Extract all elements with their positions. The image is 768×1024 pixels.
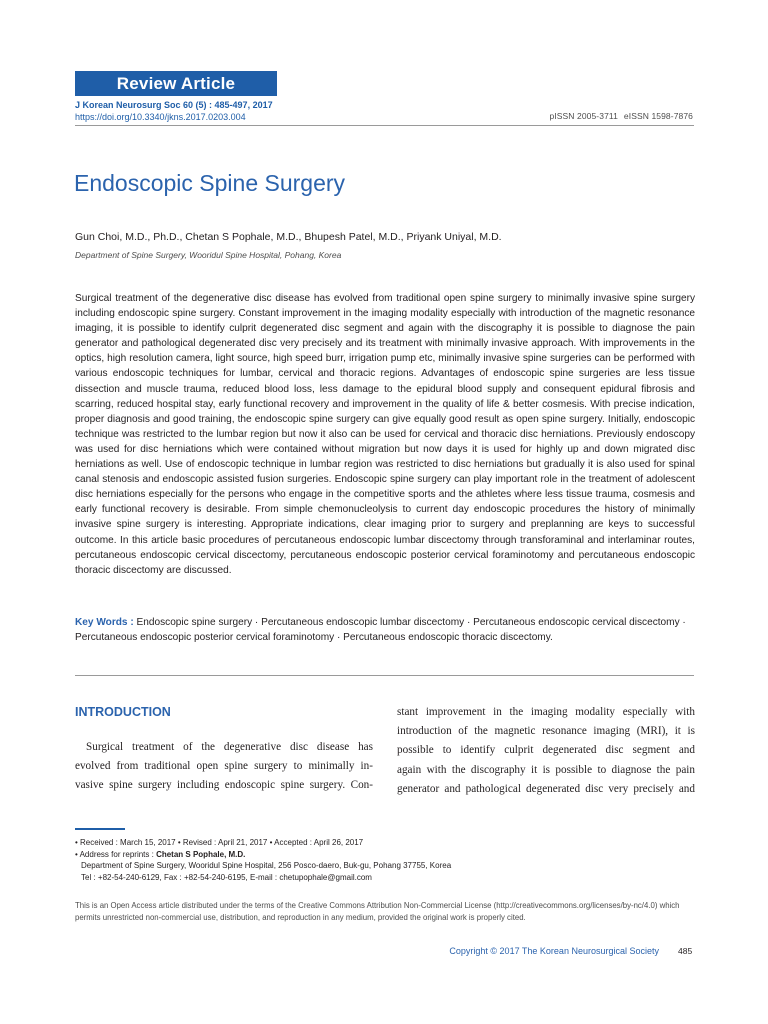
keywords-text: Endoscopic spine surgery · Percutaneous endoscopic lumbar discectomy · Percutaneous endoscopic cervical discectomy · Percutaneous endoscopic posterior cervical foraminotomy · Percutaneous endoscopic thoracic discectomy. [75, 617, 686, 644]
submission-dates: • Received : March 15, 2017 • Revised : April 21, 2017 • Accepted : April 26, 2017 [75, 838, 364, 847]
introduction-left-column [75, 738, 373, 796]
eissn: eISSN 1598-7876 [623, 111, 693, 121]
pissn: pISSN 2005-3711 [549, 111, 618, 121]
body-line: Surgical treatment of the degenerative disc disease has [86, 741, 373, 753]
author-affiliation: Department of Spine Surgery, Wooridul Spine Hospital, Pohang, Korea [75, 250, 342, 260]
footnotes [75, 837, 451, 883]
author-list: Gun Choi, M.D., Ph.D., Chetan S Pophale, M.D., Bhupesh Patel, M.D., Priyank Uniyal, M.D. [75, 231, 502, 243]
contact-info: Tel : +82-54-240-6129, Fax : +82-54-240-6195, E-mail : chetupophale@gmail.com [81, 872, 372, 882]
keywords-label: Key Words : [75, 617, 134, 628]
footnote-divider [75, 828, 125, 830]
copyright: Copyright © 2017 The Korean Neurosurgical Society [449, 946, 659, 956]
journal-citation: J Korean Neurosurg Soc 60 (5) : 485-497, 2017 [75, 100, 273, 110]
body-line: stant improvement in the imaging modality especially with [397, 706, 695, 718]
reprint-address-heading [75, 849, 451, 861]
journal-reference [75, 99, 273, 123]
keywords [75, 615, 697, 645]
abstract: Surgical treatment of the degenerative disc disease has evolved from traditional open spine surgery to minimally invasive spine surgery including endoscopic spine surgery. Constant improvement in the imaging modality especially with introduction of the magnetic resonance imaging, it is possible to identify culprit degenerated disc segment and again with the discography it is possible to diagnose the pain generator and pathological degenerated disc very precisely and its treatment with minimally invasive approach. With improvements in the optics, high resolution camera, light source, high speed burr, irrigation pump etc, minimally invasive spine surgeries can be performed with various endoscopic techniques for lumbar, cervical and thoracic regions. Advantages of endoscopic spine surgeries are less tissue dissection and muscle trauma, reduced blood loss, less damage to the epidural blood supply and consequent epidural fibrosis and scarring, reduced hospital stay, early functional recovery and improvement in the quality of life & better cosmesis. With precise indication, proper diagnosis and good training, the endoscopic spine surgery can give equally good result as open spine surgery. Initially, endoscopic technique was restricted to the lumbar region but now it also can be used for cervical and thoracic disc herniations. Previously endoscopy was used for disc herniations which were contained without migration but now days it is used for highly up and down migrated disc herniations as well. Use of endoscopic technique in lumbar region was restricted to disc herniations but gradually it is also used for spinal canal stenosis and endoscopic assisted fusion surgeries. Endoscopic spine surgery can play important role in the treatment of adolescent disc herniations especially for the persons who engage in the competitive sports and the athletes where less tissue trauma, cosmesis and early functional recovery is desirable. From simple chemonucleolysis to current day endoscopic procedures the history of minimally invasive spine surgery is interesting. Appropriate indications, clear imaging prior to surgery and preplanning are keys to successful outcome. In this article basic procedures of percutaneous endoscopic lumbar discectomy through transforaminal and interlaminar routes, percutaneous endoscopic cervical discectomy, percutaneous endoscopic posterior cervical foraminotomy and percutaneous endoscopic thoracic discectomy are discussed. [75, 293, 695, 576]
header-divider [75, 125, 694, 126]
article-title: Endoscopic Spine Surgery [74, 170, 346, 196]
introduction-heading: INTRODUCTION [75, 705, 171, 719]
article-type-badge: Review Article [75, 71, 277, 96]
body-line: generator and pathological degenerated disc very precisely and [397, 782, 695, 795]
page-number: 485 [678, 946, 693, 956]
doi-link[interactable]: https://doi.org/10.3340/jkns.2017.0203.004 [75, 112, 246, 122]
license-notice: This is an Open Access article distributed under the terms of the Creative Commons Attribution Non-Commercial License (http://creativecommons.org/licenses/by-nc/4.0) which permits unrestricted non-commercial use, distribution, and reproduction in any medium, provided the original work is properly cited. [75, 901, 680, 922]
issn-block [549, 111, 693, 121]
reprint-address: Department of Spine Surgery, Wooridul Spine Hospital, 256 Posco-daero, Buk-gu, Pohang 37755, Korea [81, 861, 452, 871]
body-line: vasive spine surgery including endoscopic spine surgery. Con- [75, 779, 373, 792]
body-line: possible to identify culprit degenerated disc segment and [397, 744, 695, 757]
body-line: introduction of the magnetic resonance imaging (MRI), it is [397, 725, 695, 738]
body-line: again with the discography it is possible to diagnose the pain [397, 763, 695, 776]
introduction-right-column [397, 703, 695, 799]
section-divider [75, 675, 694, 676]
corresponding-author: Chetan S Pophale, M.D. [156, 849, 246, 859]
reprint-label: • Address for reprints : [75, 849, 157, 859]
body-line: evolved from traditional open spine surgery to minimally in- [75, 760, 373, 773]
